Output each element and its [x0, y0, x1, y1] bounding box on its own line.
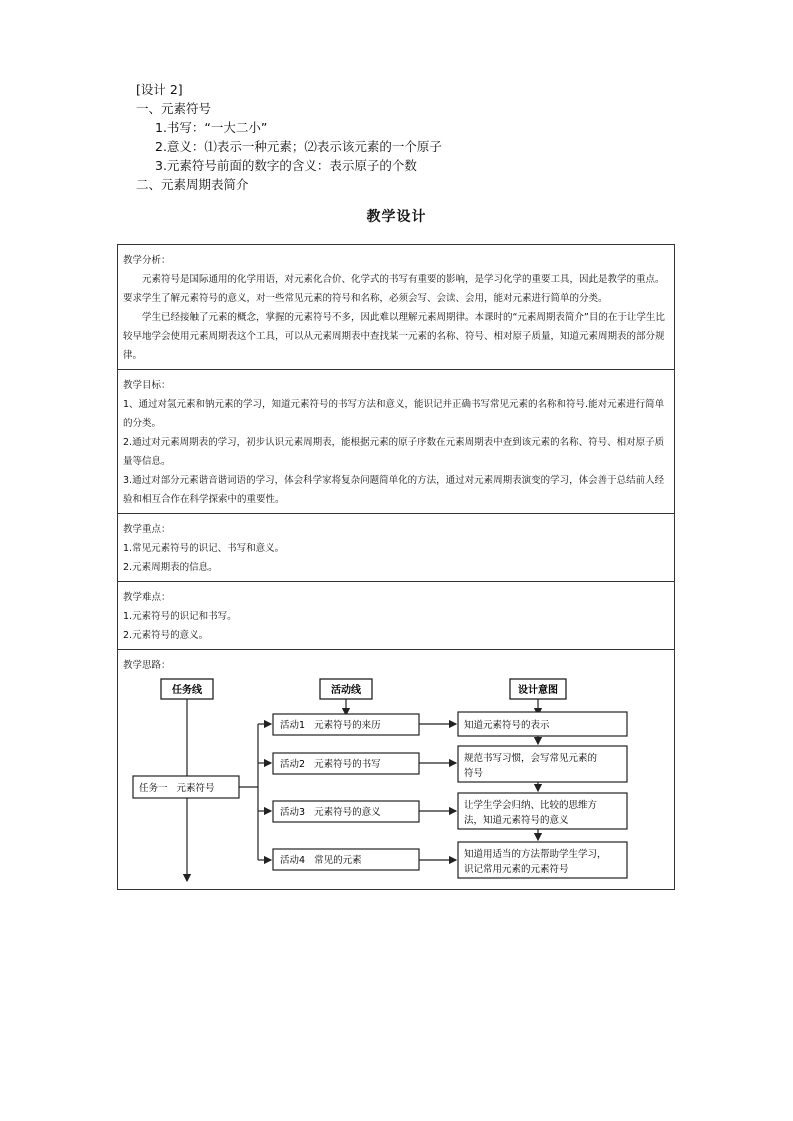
design-outline [136, 80, 442, 194]
intent-line: 让学生学会归纳、比较的思维方 [464, 800, 598, 811]
intent-line: 识记常用元素的元素符号 [464, 864, 569, 875]
activity-box [273, 753, 419, 774]
flow-cell [118, 650, 675, 890]
task-box [133, 776, 239, 798]
analysis-paragraph: 元素符号是国际通用的化学用语，对元素化合价、化学式的书写有重要的影响，是学习化学的重要工具，因此是教学的重点。要求学生了解元素符号的意义，对一些常见元素的符号和名称，必须会写、会读、会用，能对元素进行简单的分类。 [123, 274, 665, 304]
intent-line: 法，知道元素符号的意义 [464, 815, 569, 826]
key-point-item: 1.常见元素符号的识记、书写和意义。 [123, 543, 285, 554]
teaching-design-table [117, 244, 675, 890]
objective-item: 3.通过对部分元素谐音谐词语的学习，体会科学家将复杂问题简单化的方法，通过对元素周期表演变的学习，体会善于总结前人经验和相互合作在科学探索中的重要性。 [123, 475, 665, 505]
intent-box [458, 712, 627, 736]
outline-section-2: 二、元素周期表简介 [136, 177, 249, 192]
col-design-box [510, 679, 566, 699]
difficulty-item: 1.元素符号的识记和书写。 [123, 611, 237, 622]
intent-box [458, 793, 627, 829]
outline-item: 2.意义：⑴表示一种元素；⑵表示该元素的一个原子 [155, 139, 442, 154]
col-task-label: 任务线 [172, 685, 202, 696]
activity-box [273, 714, 419, 735]
intent-box [458, 842, 627, 878]
key-point-item: 2.元素周期表的信息。 [123, 562, 218, 573]
key-points-heading: 教学重点： [123, 524, 171, 535]
col-activity-label: 活动线 [331, 685, 361, 696]
activity-label: 活动2 元素符号的书写 [280, 759, 381, 770]
analysis-cell [118, 245, 675, 370]
outline-item: 3.元素符号前面的数字的含义：表示原子的个数 [155, 158, 417, 173]
col-task-box [161, 679, 213, 699]
intent-line: 规范书写习惯，会写常见元素的 [464, 753, 598, 764]
activity-label: 活动4 常见的元素 [280, 855, 362, 866]
activity-label: 活动3 元素符号的意义 [280, 807, 381, 818]
task-label: 任务一 元素符号 [139, 783, 215, 794]
activity-box [273, 849, 419, 870]
objectives-cell [118, 370, 675, 514]
col-activity-box [320, 679, 372, 699]
intent-line: 知道用适当的方法帮助学生学习， [464, 849, 607, 860]
col-design-label: 设计意图 [518, 685, 558, 696]
intent-line: 符号 [464, 768, 484, 779]
difficulty-item: 2.元素符号的意义。 [123, 630, 209, 641]
outline-item: 1.书写：“一大二小” [155, 120, 268, 135]
analysis-heading: 教学分析： [123, 255, 171, 266]
difficulties-heading: 教学难点： [123, 592, 171, 603]
flow-diagram [123, 675, 669, 885]
analysis-paragraph: 学生已经接触了元素的概念，掌握的元素符号不多，因此难以理解元素周期律。本课时的“元素周期表简介”目的在于让学生比较早地学会使用元素周期表这个工具，可以从元素周期表中查找某一元素的名称、符号、相对原子质量，知道元素周期表的部分规律。 [123, 312, 665, 361]
intent-line: 知道元素符号的表示 [464, 720, 550, 731]
design-label: [设计 2] [136, 82, 183, 97]
outline-section-1: 一、元素符号 [136, 101, 212, 116]
page-title: 教学设计 [366, 209, 427, 225]
key-points-cell [118, 514, 675, 582]
difficulties-cell [118, 582, 675, 650]
activity-box [273, 801, 419, 822]
objective-item: 2.通过对元素周期表的学习，初步认识元素周期表，能根据元素的原子序数在元素周期表中查到该元素的名称、符号、相对原子质量等信息。 [123, 437, 665, 467]
objectives-heading: 教学目标： [123, 380, 171, 391]
objective-item: 1、通过对氢元素和钠元素的学习，知道元素符号的书写方法和意义，能识记并正确书写常见元素的名称和符号.能对元素进行简单的分类。 [123, 399, 665, 429]
flow-heading: 教学思路： [123, 660, 171, 671]
activity-label: 活动1 元素符号的来历 [280, 720, 381, 731]
intent-box [458, 746, 627, 782]
